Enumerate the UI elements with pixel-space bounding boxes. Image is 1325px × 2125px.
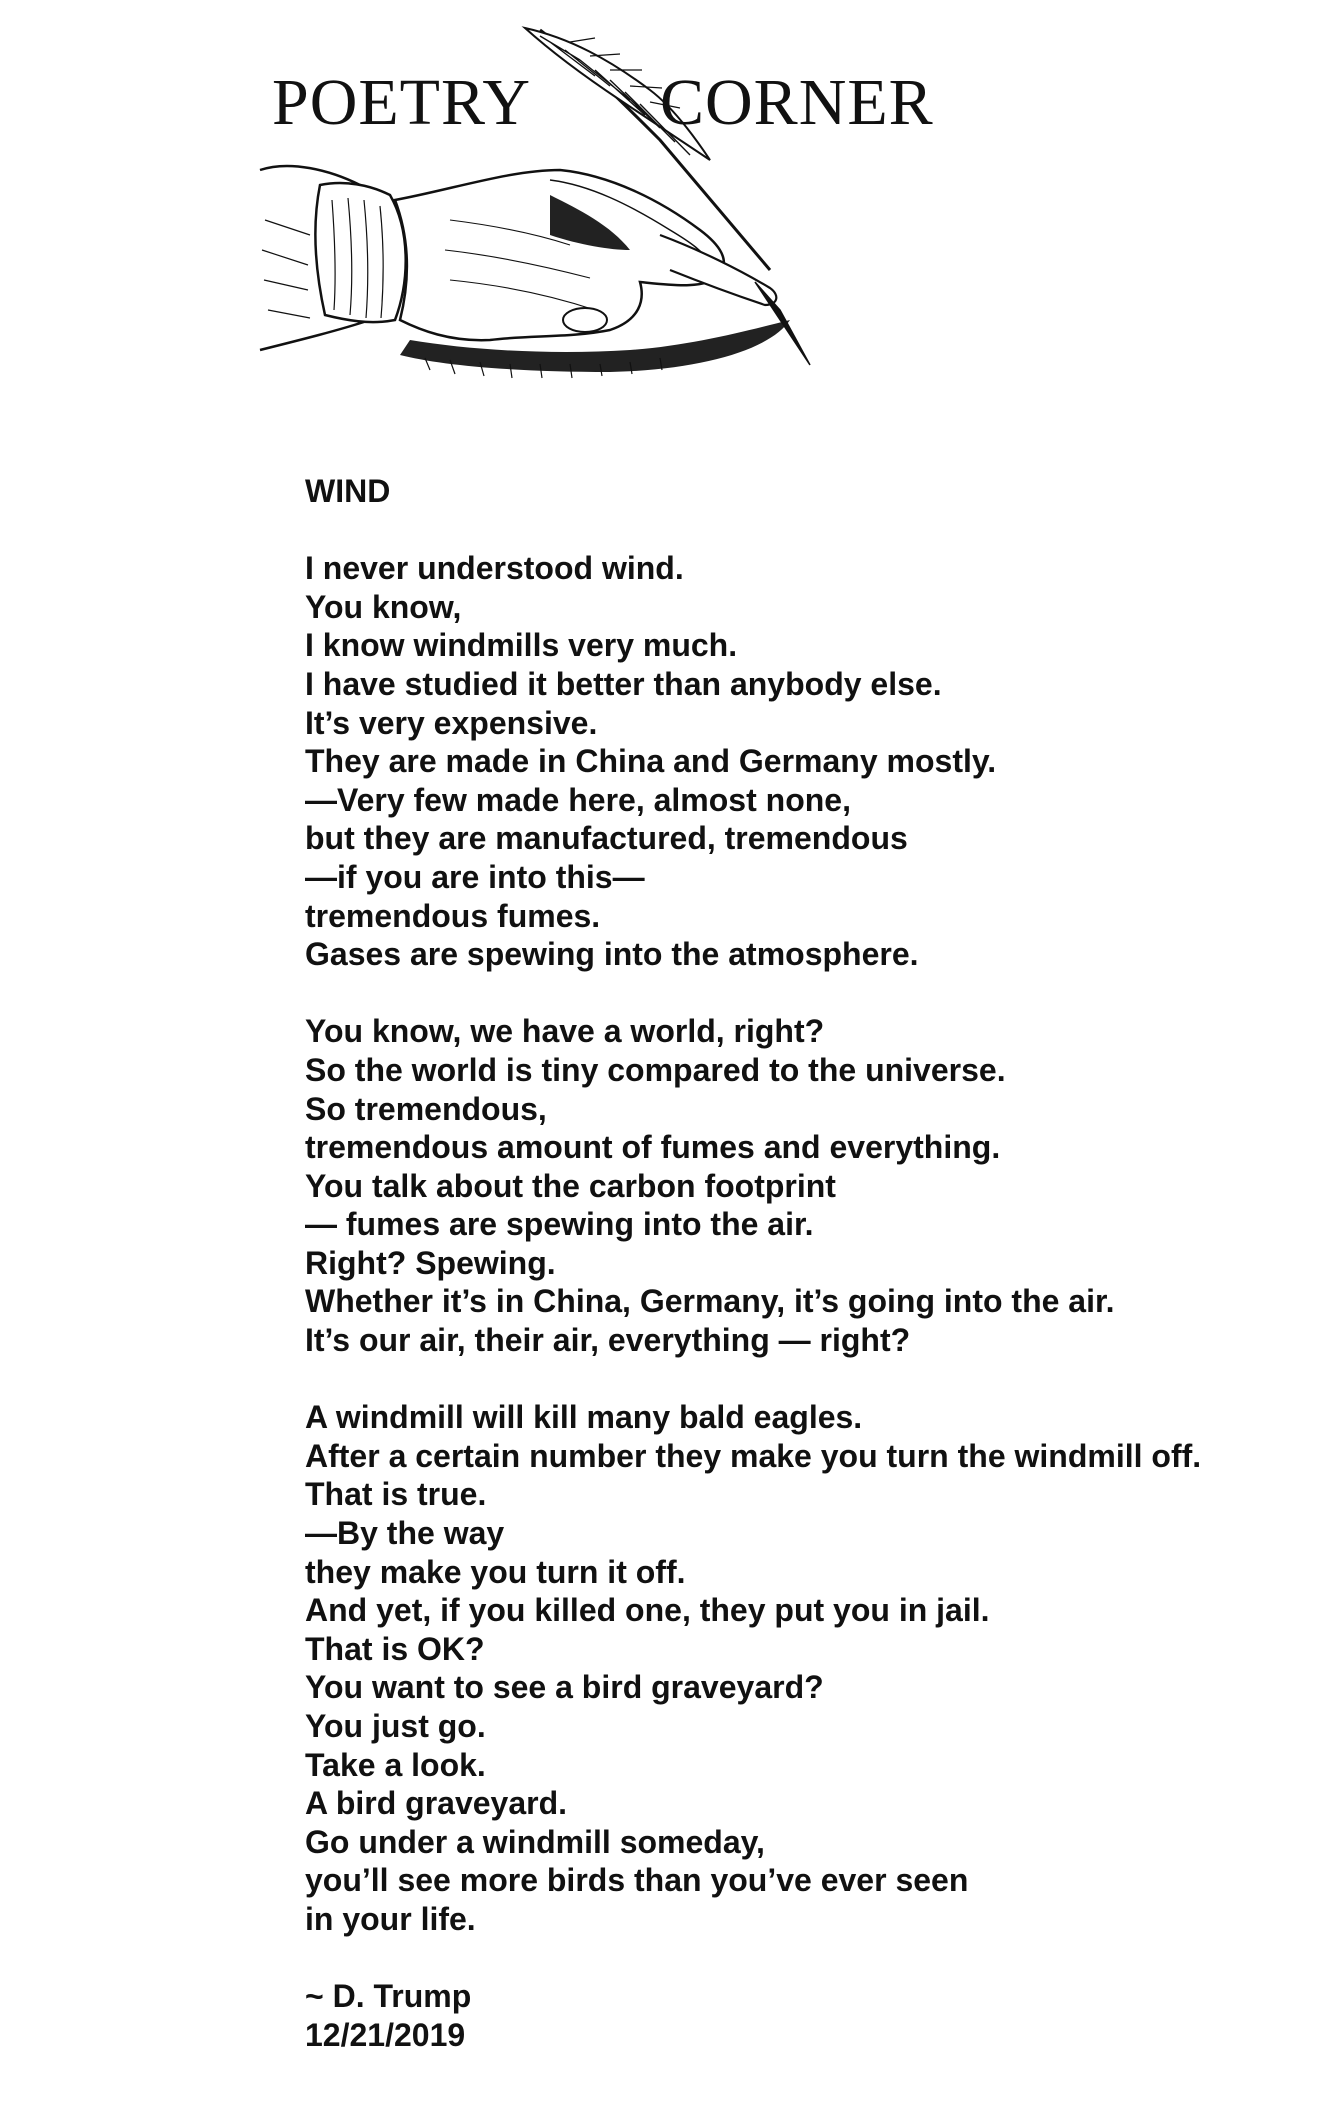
poem-line: You know, we have a world, right?	[305, 1013, 825, 1050]
header-word-corner: CORNER	[660, 66, 934, 139]
poem-stanza-1	[305, 549, 1305, 974]
poem-line: you’ll see more birds than you’ve ever seen	[305, 1862, 969, 1899]
poem-line: I never understood wind.	[305, 550, 684, 587]
poetry-corner-header	[250, 20, 950, 420]
poem-line: I have studied it better than anybody else.	[305, 665, 942, 702]
poem-line: So tremendous,	[305, 1090, 547, 1127]
poem-line: A windmill will kill many bald eagles.	[305, 1399, 863, 1436]
poem-line: Whether it’s in China, Germany, it’s going into the air.	[305, 1283, 1115, 1320]
poem-line: Gases are spewing into the atmosphere.	[305, 936, 919, 973]
poem-line: Right? Spewing.	[305, 1244, 556, 1281]
poem-line: You know,	[305, 588, 462, 625]
poem-line: they make you turn it off.	[305, 1553, 686, 1590]
poem-title: WIND	[305, 473, 391, 509]
poem-line: tremendous fumes.	[305, 897, 601, 934]
poem-line: You talk about the carbon footprint	[305, 1167, 836, 1204]
poem-line: They are made in China and Germany mostly.	[305, 743, 997, 780]
poem-line: Take a look.	[305, 1746, 486, 1783]
poem-line: —Very few made here, almost none,	[305, 781, 851, 818]
poem-stanza-2	[305, 1012, 1305, 1359]
poem-line: It’s our air, their air, everything — right?	[305, 1322, 911, 1359]
poem-line: That is OK?	[305, 1630, 485, 1667]
sleeve-cuff-illustration	[260, 166, 406, 350]
header-word-poetry: POETRY	[272, 66, 532, 139]
poem-line: but they are manufactured, tremendous	[305, 820, 908, 857]
poem-line: tremendous amount of fumes and everything.	[305, 1129, 1001, 1166]
poem-body	[305, 472, 1305, 2054]
poem-line: A bird graveyard.	[305, 1785, 568, 1822]
poem-line: You want to see a bird graveyard?	[305, 1669, 824, 1706]
poem-author: ~ D. Trump	[305, 1978, 472, 2015]
poem-line: And yet, if you killed one, they put you in jail.	[305, 1592, 990, 1629]
poem-line: —By the way	[305, 1515, 505, 1552]
pen-nib-icon	[755, 282, 810, 365]
poem-line: After a certain number they make you turn the windmill off.	[305, 1437, 1202, 1474]
poem-line: That is true.	[305, 1476, 487, 1513]
writing-hand-illustration	[395, 170, 790, 378]
poem-line: in your life.	[305, 1900, 476, 1937]
poem-line: Go under a windmill someday,	[305, 1823, 765, 1860]
poem-line: It’s very expensive.	[305, 704, 598, 741]
poem-stanza-3	[305, 1398, 1305, 1938]
poem-line: —if you are into this—	[305, 858, 645, 895]
poem-date: 12/21/2019	[305, 2016, 466, 2053]
poem-line: You just go.	[305, 1708, 486, 1744]
poem-line: I know windmills very much.	[305, 627, 738, 664]
poem-line: So the world is tiny compared to the universe.	[305, 1051, 1006, 1088]
poem-line: — fumes are spewing into the air.	[305, 1206, 814, 1243]
